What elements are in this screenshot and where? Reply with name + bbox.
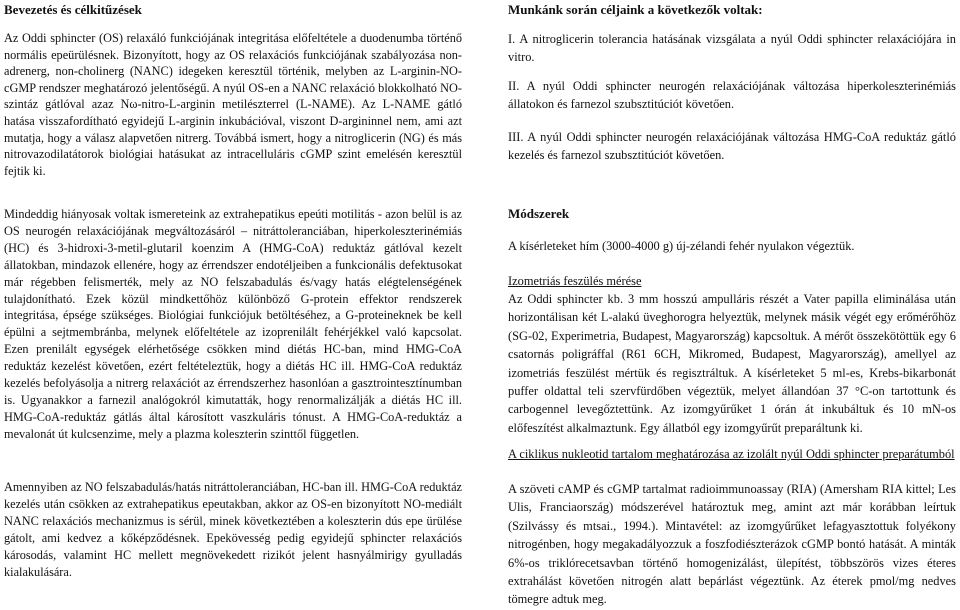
introduction-paragraph-3: Amennyiben az NO felszabadulás/hatás nitráttoleranciában, HC-ban ill. HMG-CoA reduktáz kezelés után csökken az extrahepatikus epeutakban, akkor az OS-en bizonyított NO-mediált NANC relaxációs mechanizmus is sérül, minek következtében a koleszterin dús epe ürülése gátolt, ami kedvez a kőképződésnek. Epekövesség pedig egyidejű sphincter relaxációs károsodás, valamint HC mellett megnövekedett rizikót jelent hasnyálmirigy gyulladás kialakulására. (4, 480, 462, 579)
introduction-paragraph-2: Mindeddig hiányosak voltak ismereteink az extrahepatikus epeúti motilitás - azon belül is az OS neurogén relaxációjának megváltozásáról – nitráttoleranciában, hiperkoleszterinémiás (HC) és 3-hidroxi-3-metil-glutaril koenzim A (HMG-CoA) reduktáz gátlóval kezelt állatokban, mindazok ellenére, hogy az érrendszer endotéljeiben a funkcionális defektusokat már régebben felismerték, mely az NO felszabadulás és/vagy hatás elégtelenségének tulajdonítható. Ezek közül mindkettőhöz különböző G-protein effektor rendszerek integritása, épsége szükséges. Biológiai funkciójuk betöltéséhez, a G-proteineknek be kell épülni a sejtmembránba, melynek előfeltétele az izoprenilált fehérjékkel való kapcsolat. Ezen prenilált egységek elérhetősége csökken mind diétás HC-ban, mind HMG-CoA reduktáz kezelést követően, ezért feltételeztük, hogy a diétás HC ill. HMG-CoA reduktáz kezelés befolyásolja a nitrerg relaxációt az érrendszerhez hasonlóan a gasztrointesztínumban is. Ugyanakkor a farnezil analógokról kimutatták, hogy renormalizálják a diétás HC ill. HMG-CoA-reduktáz gátlás által károsított vaszkuláris tónust. A HMG-CoA-reduktáz a mevalonát út kulcsenzime, mely a plazma koleszterin szinttől független. (4, 207, 462, 441)
introduction-heading: Bevezetés és célkitűzések (4, 2, 142, 17)
goal-1: I. A nitroglicerin tolerancia hatásának vizsgálata a nyúl Oddi sphincter relaxációjára in vitro. (508, 32, 956, 65)
cyclic-nucleotide-subheading: A ciklikus nukleotid tartalom meghatározása az izolált nyúl Oddi sphincter preparátumból (508, 447, 955, 461)
goals-heading: Munkánk során céljaink a következők voltak: (508, 2, 763, 17)
isometric-paragraph: Az Oddi sphincter kb. 3 mm hosszú ampulláris részét a Vater papilla eliminálása után horizontálisan két L-alakú üveghorogra helyeztük, melynek másik végét egy erőmérőhöz (SG-02, Experimetria, Budapest, Magyarország) kapcsoltuk. A mérőt összekötöttük egy 6 csatornás poligráffal (R61 6CH, Mikromed, Budapest, Magyarország), amellyel az izometriás feszülést mértük és regisztráltuk. A kísérleteket 5 ml-es, Krebs-bikarbonát puffer oldattal teli szervfürdőben végeztük, melyet állandóan 37 °C-on tartottunk és carbogennel levegőztettünk. Az izomgyűrűket 1 órán át inkubáltuk és 10 mN-os előfeszítést alkalmaztunk. Egy állatból egy izomgyűrűt preparáltunk ki. (508, 292, 956, 435)
methods-intro: A kísérleteket hím (3000-4000 g) új-zélandi fehér nyulakon végeztük. (508, 239, 855, 253)
cyclic-nucleotide-paragraph: A szöveti cAMP és cGMP tartalmat radioimmunoassay (RIA) (Amersham RIA kittel; Les Ulis, Franciaország) módszerével határoztuk meg, amint azt már korábban leírtuk (Szilvássy és mtsai., 1994.). Mintavétel: az izomgyűrűket lefagyasztottuk folyékony nitrogénben, hogy megakadályozzuk a foszfodiészterázok cGMP bontó hatását. A minták 6%-os triklórecetsavban történő homogenizálást, ülepítést, többszörös vizes éteres extrahálást követően nitrogén alatt bepárlást végeztünk. Az éterek pmol/mg nedves tömegre adtuk meg. (508, 482, 956, 607)
goal-3: III. A nyúl Oddi sphincter neurogén relaxációjának változása HMG-CoA reduktáz gátló kezelés és farnezol szubsztitúciót követően. (508, 130, 956, 163)
methods-heading: Módszerek (508, 206, 570, 221)
goal-2: II. A nyúl Oddi sphincter neurogén relaxációjának változása hiperkoleszterinémiás állatokon és farnezol szubsztitúciót követően. (508, 79, 956, 112)
introduction-paragraph-1: Az Oddi sphincter (OS) relaxáló funkciójának integritása előfeltétele a duodenumba történő normális epeürülésnek. Bizonyított, hogy az OS relaxációs funkciójának szabályozása non-adrenerg, non-cholinerg (NANC) idegeken keresztül történik, melyben az L-arginin-NO-cGMP rendszer meghatározó jelentőségű. A nyúl OS-en a NANC relaxáció blokkolható NO-szintáz gátlóval azaz Nω-nitro-L-arginin metilészterrel (L-NAME). Az L-NAME gátló hatása visszafordítható egyidejű L-arginin inkubációval, viszont D-argininnel nem, ami azt mutatja, hogy a válasz alapvetően nitrerg. Továbbá ismert, hogy a nitroglicerin (NG) és más nitrovazodilatátorok biológiai hatásukat az intracelluláris cGMP szint emelésén keresztül fejtik ki. (4, 31, 462, 178)
isometric-subheading: Izometriás feszülés mérése (508, 274, 642, 288)
